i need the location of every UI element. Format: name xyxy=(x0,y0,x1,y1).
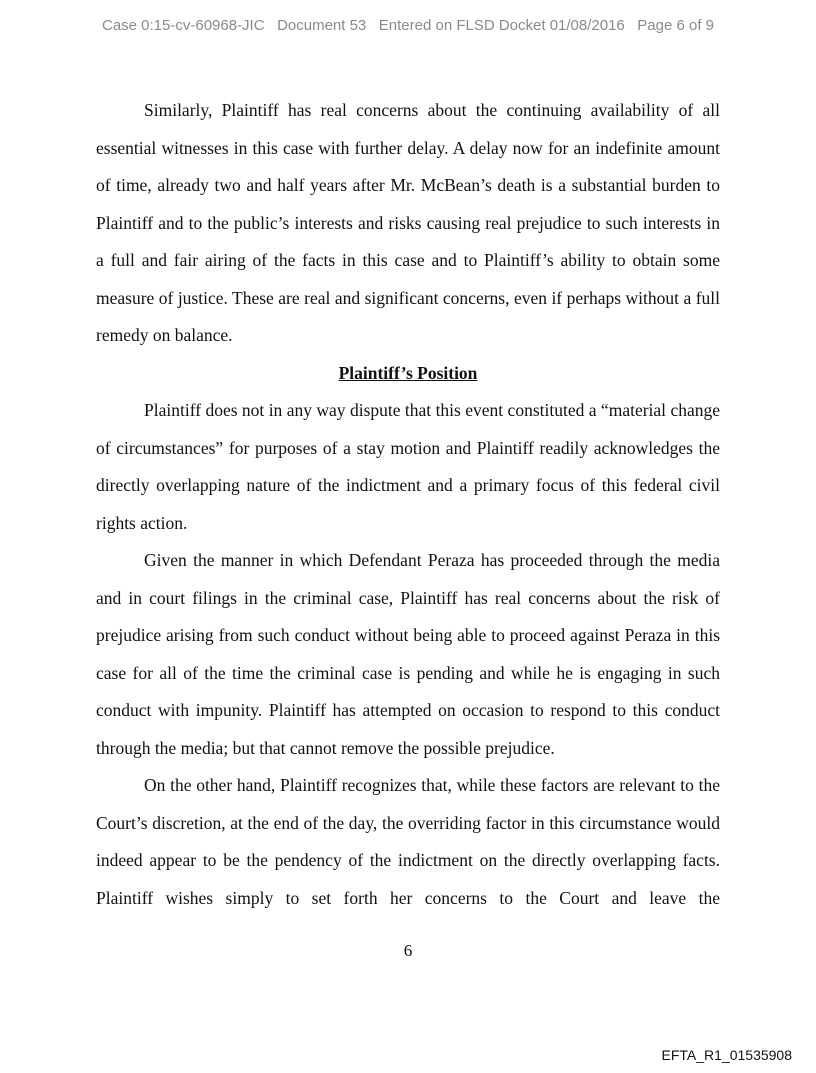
bates-number: EFTA_R1_01535908 xyxy=(661,1047,792,1063)
document-body xyxy=(96,92,720,917)
case-header: Case 0:15-cv-60968-JIC Document 53 Entered on FLSD Docket 01/08/2016 Page 6 of 9 xyxy=(101,17,715,34)
page-number: 6 xyxy=(403,941,413,960)
paragraph-witness-concerns: Similarly, Plaintiff has real concerns about the continuing availability of all essential witnesses in this case with further delay. A delay now for an indefinite amount of time, already two and half years after Mr. McBean’s death is a substantial burden to Plaintiff and to the public’s interests and risks causing real prejudice to such interests in a full and fair airing of the facts in this case and to Plaintiff’s ability to obtain some measure of justice. These are real and significant concerns, even if perhaps without a full remedy on balance. xyxy=(96,100,720,345)
paragraph-media-prejudice: Given the manner in which Defendant Peraza has proceeded through the media and in court filings in the criminal case, Plaintiff has real concerns about the risk of prejudice arising from such conduct without being able to proceed against Peraza in this case for all of the time the criminal case is pending and while he is engaging in such conduct with impunity. Plaintiff has attempted on occasion to respond to this conduct through the media; but that cannot remove the possible prejudice. xyxy=(96,550,720,758)
paragraph-material-change: Plaintiff does not in any way dispute that this event constituted a “material change of circumstances” for purposes of a stay motion and Plaintiff readily acknowledges the directly overlapping nature of the indictment and a primary focus of this federal civil rights action. xyxy=(96,400,720,533)
section-heading-plaintiffs-position: Plaintiff’s Position xyxy=(338,362,478,383)
paragraph-other-hand: On the other hand, Plaintiff recognizes that, while these factors are relevant to the Court’s discretion, at the end of the day, the overriding factor in this circumstance would indeed appear to be the pendency of the indictment on the directly overlapping facts. Plaintiff wishes simply to set forth her concerns to the Court and leave the xyxy=(96,775,720,908)
